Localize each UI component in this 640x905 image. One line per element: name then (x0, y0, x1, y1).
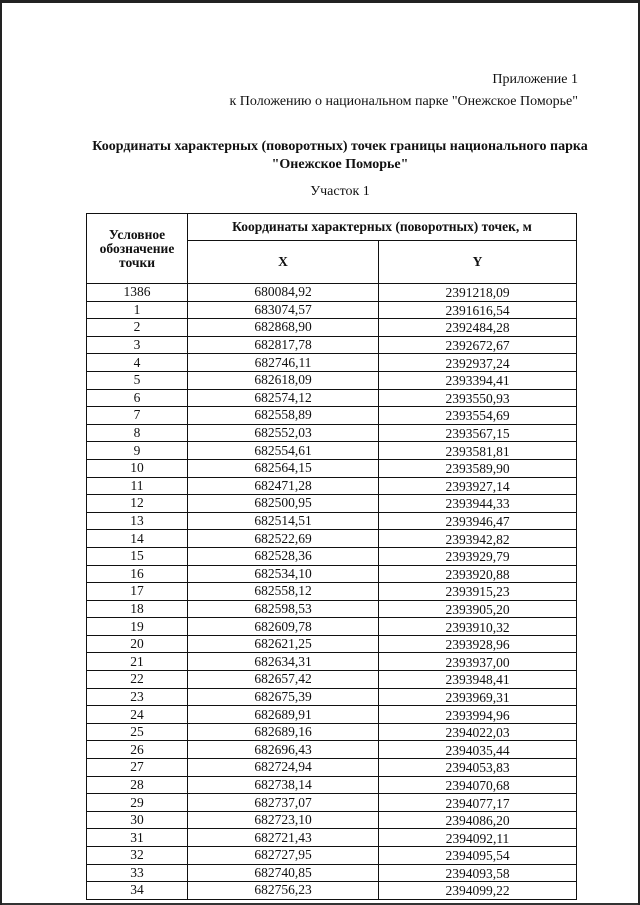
cell-y: 2394099,22 (379, 882, 577, 900)
cell-x: 683074,57 (188, 301, 379, 319)
cell-y: 2393910,32 (379, 618, 577, 636)
cell-x: 682817,78 (188, 336, 379, 354)
coordinates-table (86, 213, 577, 900)
cell-point: 4 (87, 354, 188, 372)
cell-x: 682574,12 (188, 389, 379, 407)
cell-y: 2394077,17 (379, 794, 577, 812)
document-title-line-2: "Онежское Поморье" (271, 157, 409, 172)
cell-x: 682471,28 (188, 477, 379, 495)
cell-x: 682564,15 (188, 459, 379, 477)
cell-point: 28 (87, 776, 188, 794)
table-row (87, 864, 577, 882)
cell-point: 6 (87, 389, 188, 407)
cell-y: 2394086,20 (379, 811, 577, 829)
cell-x: 682514,51 (188, 512, 379, 530)
table-row (87, 635, 577, 653)
table-row (87, 723, 577, 741)
cell-x: 682746,11 (188, 354, 379, 372)
table-row (87, 882, 577, 900)
cell-point: 2 (87, 319, 188, 337)
section-label: Участок 1 (310, 184, 370, 199)
table-row (87, 811, 577, 829)
table-row (87, 600, 577, 618)
column-header-point: Условное обозначение точки (87, 214, 188, 284)
cell-y: 2394022,03 (379, 723, 577, 741)
cell-y: 2394070,68 (379, 776, 577, 794)
cell-y: 2393589,90 (379, 459, 577, 477)
table-row (87, 794, 577, 812)
cell-point: 16 (87, 565, 188, 583)
cell-point: 32 (87, 847, 188, 865)
cell-x: 682558,89 (188, 407, 379, 425)
table-row (87, 319, 577, 337)
cell-point: 34 (87, 882, 188, 900)
table-row (87, 354, 577, 372)
cell-x: 682737,07 (188, 794, 379, 812)
cell-y: 2393948,41 (379, 671, 577, 689)
cell-x: 682598,53 (188, 600, 379, 618)
cell-point: 3 (87, 336, 188, 354)
table-row (87, 284, 577, 302)
cell-point: 5 (87, 371, 188, 389)
cell-point: 31 (87, 829, 188, 847)
cell-point: 7 (87, 407, 188, 425)
table-row (87, 706, 577, 724)
table-row (87, 512, 577, 530)
cell-point: 21 (87, 653, 188, 671)
column-header-coordinates: Координаты характерных (поворотных) точек, м (188, 214, 577, 241)
cell-x: 682618,09 (188, 371, 379, 389)
cell-x: 682724,94 (188, 759, 379, 777)
cell-point: 17 (87, 583, 188, 601)
cell-y: 2393942,82 (379, 530, 577, 548)
table-row (87, 565, 577, 583)
cell-x: 682554,61 (188, 442, 379, 460)
cell-x: 682756,23 (188, 882, 379, 900)
cell-y: 2393567,15 (379, 424, 577, 442)
cell-y: 2392672,67 (379, 336, 577, 354)
cell-point: 19 (87, 618, 188, 636)
cell-x: 682634,31 (188, 653, 379, 671)
table-row (87, 389, 577, 407)
cell-y: 2393550,93 (379, 389, 577, 407)
cell-y: 2393929,79 (379, 547, 577, 565)
cell-y: 2393994,96 (379, 706, 577, 724)
cell-x: 682689,16 (188, 723, 379, 741)
table-row (87, 530, 577, 548)
cell-y: 2394035,44 (379, 741, 577, 759)
cell-y: 2393554,69 (379, 407, 577, 425)
cell-x: 682500,95 (188, 495, 379, 513)
table-row (87, 477, 577, 495)
cell-point: 8 (87, 424, 188, 442)
cell-x: 682689,91 (188, 706, 379, 724)
cell-point: 23 (87, 688, 188, 706)
table-row (87, 495, 577, 513)
cell-y: 2393944,33 (379, 495, 577, 513)
cell-x: 682609,78 (188, 618, 379, 636)
table-body (87, 284, 577, 900)
cell-y: 2393920,88 (379, 565, 577, 583)
document-title-line-1: Координаты характерных (поворотных) точек границы национального парка (92, 139, 588, 154)
cell-x: 682657,42 (188, 671, 379, 689)
table-row (87, 301, 577, 319)
cell-point: 1386 (87, 284, 188, 302)
cell-y: 2392484,28 (379, 319, 577, 337)
table-row (87, 459, 577, 477)
cell-x: 682534,10 (188, 565, 379, 583)
cell-point: 15 (87, 547, 188, 565)
cell-point: 9 (87, 442, 188, 460)
cell-y: 2393905,20 (379, 600, 577, 618)
cell-point: 18 (87, 600, 188, 618)
cell-x: 682723,10 (188, 811, 379, 829)
table-row (87, 653, 577, 671)
table-row (87, 776, 577, 794)
cell-point: 1 (87, 301, 188, 319)
cell-point: 14 (87, 530, 188, 548)
table-row (87, 583, 577, 601)
table-row (87, 741, 577, 759)
cell-point: 20 (87, 635, 188, 653)
cell-x: 682528,36 (188, 547, 379, 565)
table-row (87, 671, 577, 689)
cell-y: 2391616,54 (379, 301, 577, 319)
table-row (87, 829, 577, 847)
scan-border-left (0, 0, 2, 905)
annex-title: Приложение 1 (492, 72, 578, 87)
column-header-y: Y (379, 241, 577, 284)
cell-y: 2394053,83 (379, 759, 577, 777)
table-row (87, 618, 577, 636)
cell-y: 2391218,09 (379, 284, 577, 302)
table-row (87, 424, 577, 442)
document-title (60, 138, 620, 174)
cell-y: 2392937,24 (379, 354, 577, 372)
cell-x: 682552,03 (188, 424, 379, 442)
cell-y: 2393969,31 (379, 688, 577, 706)
cell-point: 13 (87, 512, 188, 530)
scan-border-top (0, 0, 640, 3)
cell-y: 2394092,11 (379, 829, 577, 847)
cell-x: 682738,14 (188, 776, 379, 794)
cell-x: 682740,85 (188, 864, 379, 882)
cell-y: 2393915,23 (379, 583, 577, 601)
cell-point: 22 (87, 671, 188, 689)
cell-point: 30 (87, 811, 188, 829)
cell-y: 2394095,54 (379, 847, 577, 865)
table-row (87, 759, 577, 777)
cell-y: 2393927,14 (379, 477, 577, 495)
cell-x: 682522,69 (188, 530, 379, 548)
cell-x: 680084,92 (188, 284, 379, 302)
table-row (87, 336, 577, 354)
cell-y: 2393946,47 (379, 512, 577, 530)
cell-point: 26 (87, 741, 188, 759)
cell-y: 2393394,41 (379, 371, 577, 389)
table-row (87, 371, 577, 389)
cell-x: 682558,12 (188, 583, 379, 601)
cell-point: 33 (87, 864, 188, 882)
cell-x: 682675,39 (188, 688, 379, 706)
cell-y: 2394093,58 (379, 864, 577, 882)
cell-y: 2393581,81 (379, 442, 577, 460)
cell-x: 682721,43 (188, 829, 379, 847)
cell-x: 682727,95 (188, 847, 379, 865)
cell-x: 682696,43 (188, 741, 379, 759)
cell-point: 27 (87, 759, 188, 777)
table-row (87, 688, 577, 706)
table-row (87, 407, 577, 425)
cell-point: 10 (87, 459, 188, 477)
cell-point: 12 (87, 495, 188, 513)
cell-y: 2393928,96 (379, 635, 577, 653)
cell-x: 682621,25 (188, 635, 379, 653)
table-row (87, 442, 577, 460)
annex-reference: к Положению о национальном парке "Онежское Поморье" (229, 94, 578, 109)
table-row (87, 847, 577, 865)
table-row (87, 547, 577, 565)
column-header-x: X (188, 241, 379, 284)
cell-point: 11 (87, 477, 188, 495)
cell-y: 2393937,00 (379, 653, 577, 671)
cell-point: 25 (87, 723, 188, 741)
cell-point: 24 (87, 706, 188, 724)
cell-x: 682868,90 (188, 319, 379, 337)
cell-point: 29 (87, 794, 188, 812)
